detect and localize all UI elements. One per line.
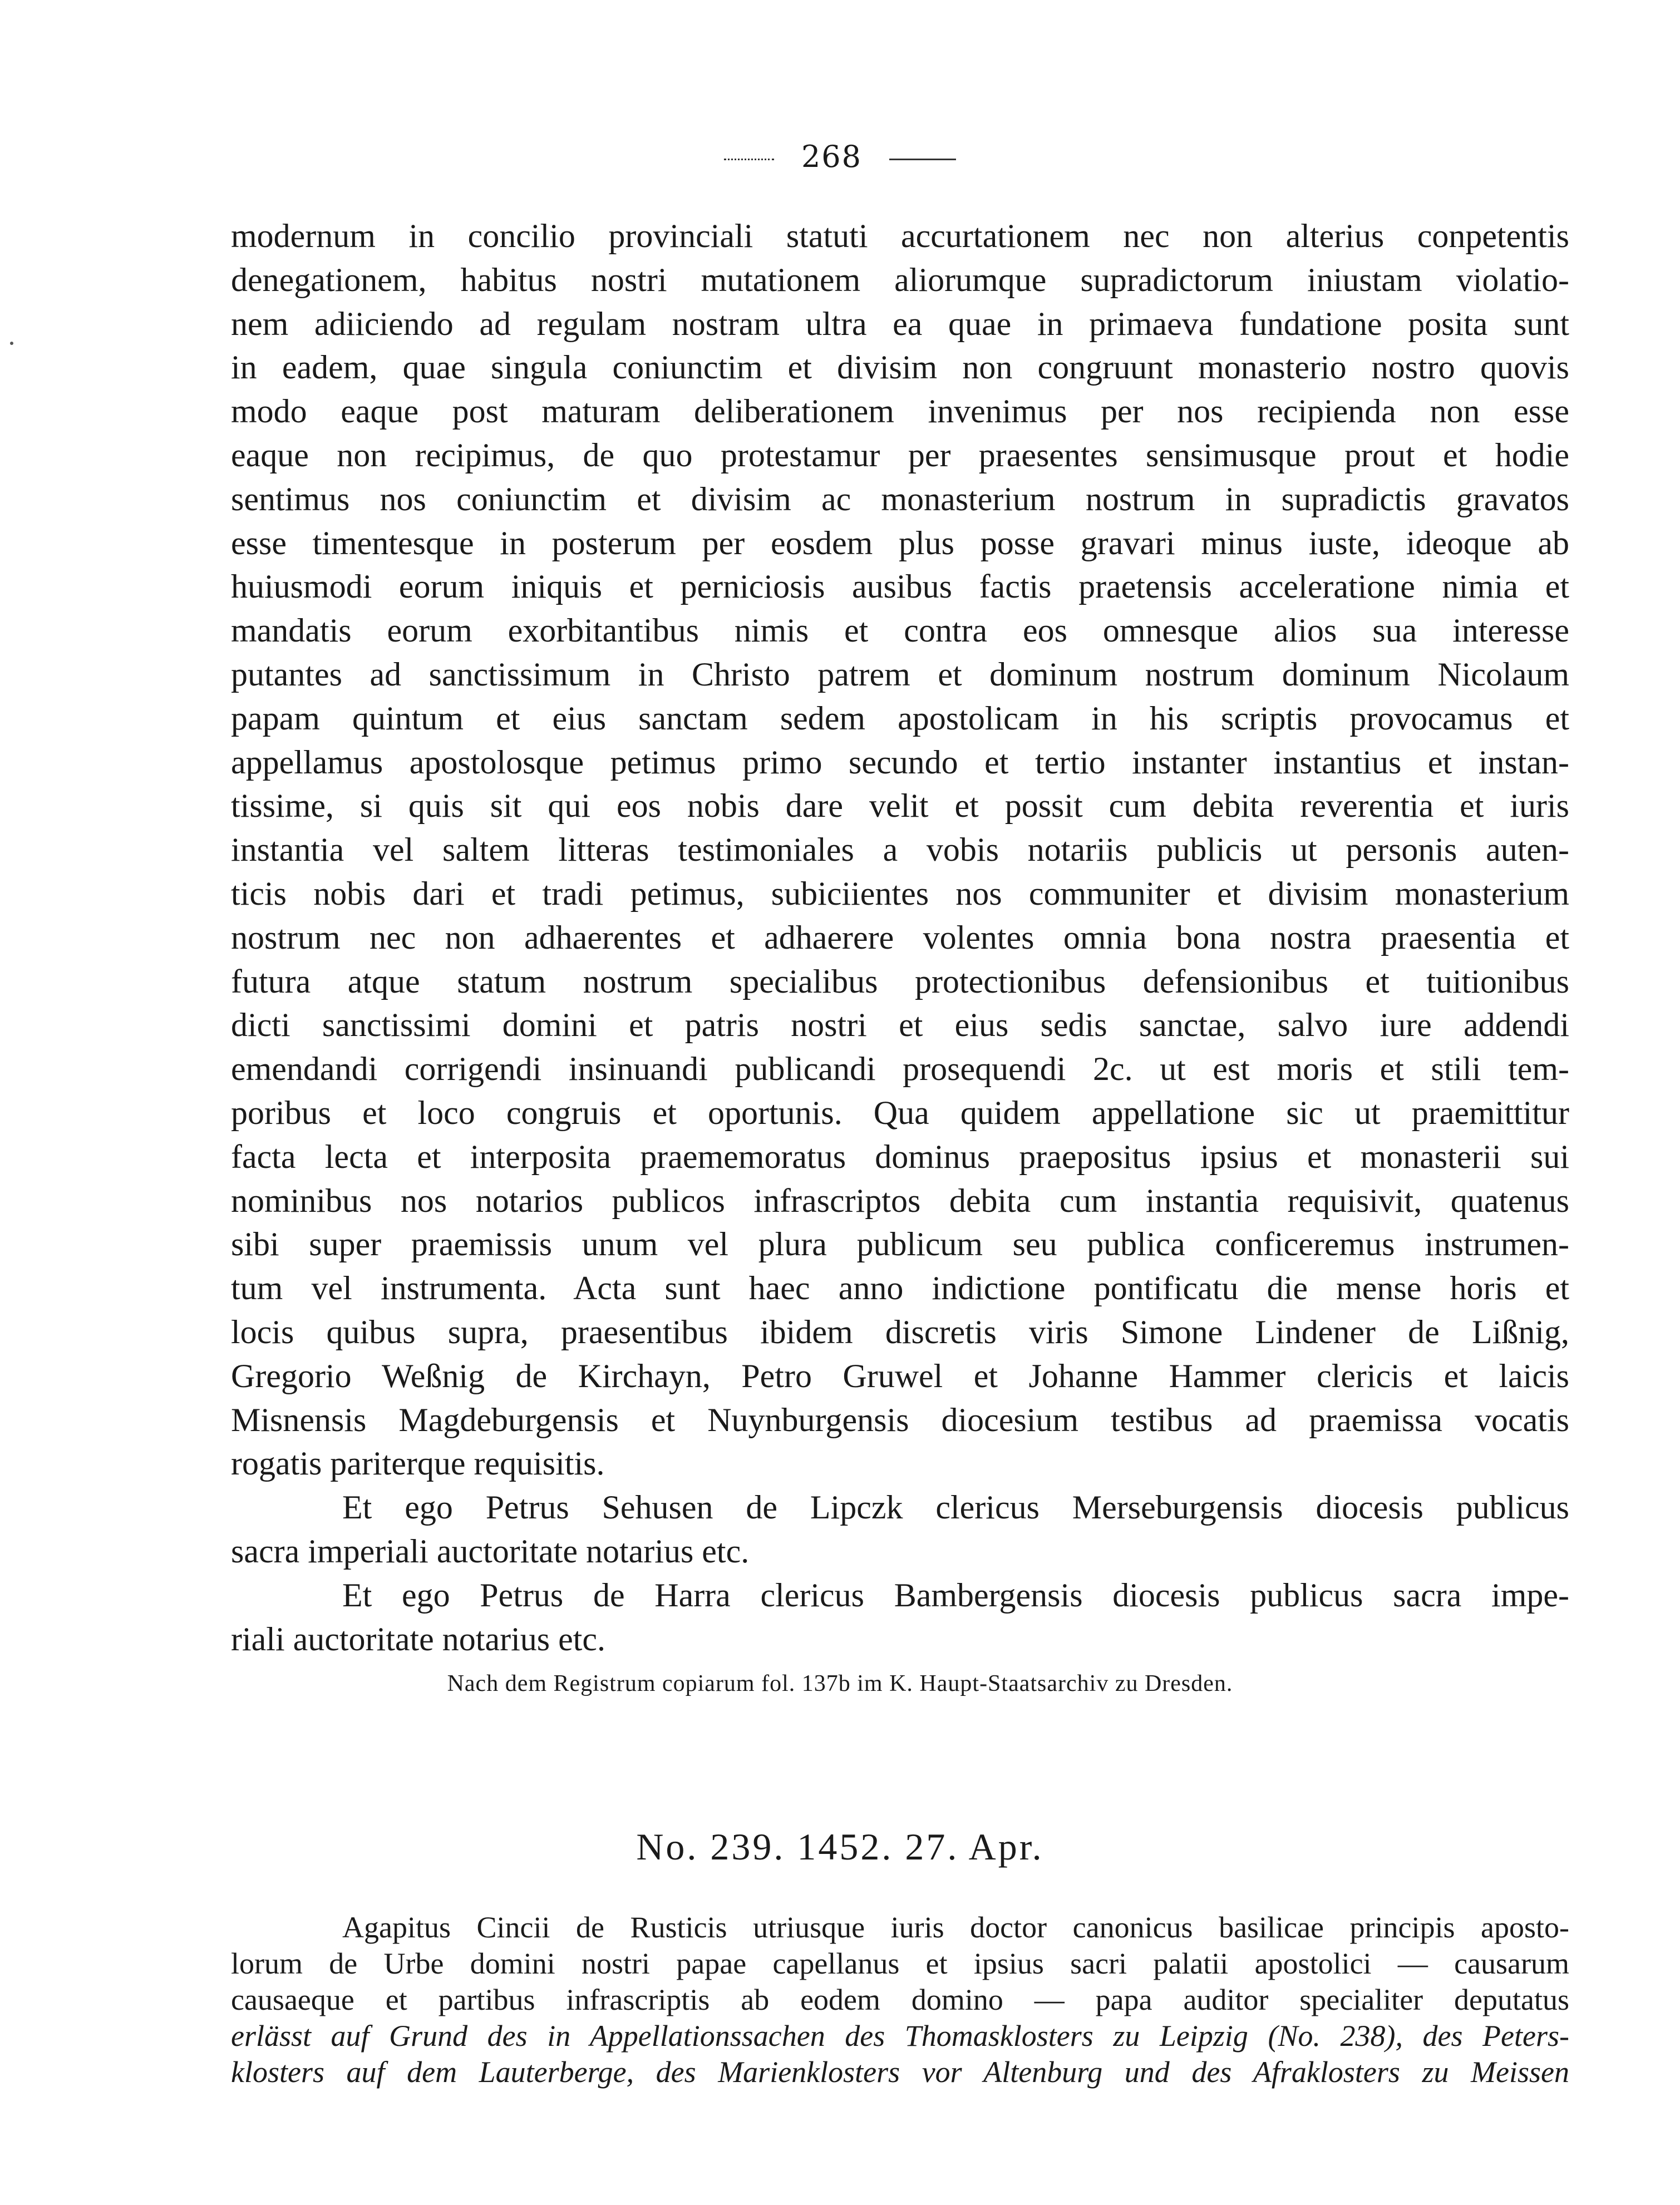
body-line: papam quintum et eius sanctam sedem apostolicam in his scriptis provocamus et bbox=[231, 699, 1569, 737]
body-line: nominibus nos notarios publicos infrascriptos debita cum instantia requisivit, quatenus bbox=[231, 1182, 1569, 1219]
body-line: modo eaque post maturam deliberationem invenimus per nos recipienda non esse bbox=[231, 393, 1569, 430]
abstract-line: Agapitus Cincii de Rusticis utriusque iuris doctor canonicus basilicae principis aposto- bbox=[342, 1911, 1569, 1944]
body-line: huiusmodi eorum iniquis et perniciosis ausibus factis praetensis acceleratione nimia et bbox=[231, 568, 1569, 605]
body-line: futura atque statum nostrum specialibus protectionibus defensionibus et tuitionibus bbox=[231, 963, 1569, 1000]
body-line: locis quibus supra, praesentibus ibidem discretis viris Simone Lindener de Lißnig, bbox=[231, 1313, 1569, 1350]
body-line: emendandi corrigendi insinuandi publicandi prosequendi 2c. ut est moris et stili tem- bbox=[231, 1050, 1569, 1088]
page-header bbox=[0, 139, 1680, 174]
body-line: instantia vel saltem litteras testimoniales a vobis notariis publicis ut personis auten- bbox=[231, 831, 1569, 869]
body-line: putantes ad sanctissimum in Christo patrem et dominum nostrum dominum Nicolaum bbox=[231, 655, 1569, 693]
notary-line: Et ego Petrus Sehusen de Lipczk clericus Merseburgensis diocesis publicus bbox=[342, 1489, 1569, 1526]
body-line: Misnensis Magdeburgensis et Nuynburgensis diocesium testibus ad praemissa vocatis bbox=[231, 1401, 1569, 1438]
page-number: 268 bbox=[801, 139, 863, 174]
abstract-line: erlässt auf Grund des in Appellationssachen des Thomasklosters zu Leipzig (No. 238), des Peters- bbox=[231, 2019, 1569, 2053]
header-dash-right bbox=[889, 159, 956, 160]
abstract-line: lorum de Urbe domini nostri papae capellanus et ipsius sacri palatii apostolici — causarum bbox=[231, 1947, 1569, 1980]
body-line: sentimus nos coniunctim et divisim ac monasterium nostrum in supradictis gravatos bbox=[231, 480, 1569, 517]
body-line: nostrum nec non adhaerentes et adhaerere volentes omnia bona nostra praesentia et bbox=[231, 919, 1569, 956]
body-line: eaque non recipimus, de quo protestamur per praesentes sensimusque prout et hodie bbox=[231, 436, 1569, 473]
document-heading: No. 239. 1452. 27. Apr. bbox=[636, 1826, 1044, 1868]
body-line: denegationem, habitus nostri mutationem aliorumque supradictorum iniustam violatio- bbox=[231, 261, 1569, 298]
notary-line: Et ego Petrus de Harra clericus Bambergensis diocesis publicus sacra impe- bbox=[342, 1576, 1569, 1614]
margin-mark bbox=[10, 342, 13, 345]
body-line: esse timentesque in posterum per eosdem plus posse gravari minus iuste, ideoque ab bbox=[231, 524, 1569, 561]
abstract-text bbox=[231, 1910, 1569, 2090]
header-dash-left bbox=[724, 159, 774, 160]
body-line: nem adiiciendo ad regulam nostram ultra ea quae in primaeva fundatione posita sunt bbox=[231, 305, 1569, 342]
abstract-line: causaeque et partibus infrascriptis ab eodem domino — papa auditor specialiter deputatus bbox=[231, 1983, 1569, 2016]
abstract-line: klosters auf dem Lauterberge, des Marienklosters vor Altenburg und des Afraklosters zu Meissen bbox=[231, 2055, 1569, 2089]
body-line: poribus et loco congruis et oportunis. Qua quidem appellatione sic ut praemittitur bbox=[231, 1094, 1569, 1131]
body-line: in eadem, quae singula coniunctim et divisim non congruunt monasterio nostro quovis bbox=[231, 349, 1569, 386]
body-line: rogatis pariterque requisitis. bbox=[231, 1445, 605, 1482]
body-line: sibi super praemissis unum vel plura publicum seu publica conficeremus instrumen- bbox=[231, 1226, 1569, 1263]
notary-line: sacra imperiali auctoritate notarius etc. bbox=[231, 1532, 750, 1570]
body-line: ticis nobis dari et tradi petimus, subiciientes nos communiter et divisim monasterium bbox=[231, 875, 1569, 912]
body-line: appellamus apostolosque petimus primo secundo et tertio instanter instantius et instan- bbox=[231, 743, 1569, 781]
notary-line: riali auctoritate notarius etc. bbox=[231, 1620, 606, 1658]
body-line: Gregorio Weßnig de Kirchayn, Petro Gruwel et Johanne Hammer clericis et laicis bbox=[231, 1357, 1569, 1394]
body-line: mandatis eorum exorbitantibus nimis et contra eos omnesque alios sua interesse bbox=[231, 612, 1569, 649]
body-line: tum vel instrumenta. Acta sunt haec anno indictione pontificatu die mense horis et bbox=[231, 1270, 1569, 1307]
body-line: facta lecta et interposita praememoratus dominus praepositus ipsius et monasterii sui bbox=[231, 1138, 1569, 1175]
body-line: modernum in concilio provinciali statuti accurtationem nec non alterius conpetentis bbox=[231, 218, 1569, 254]
body-line: dicti sanctissimi domini et patris nostri et eius sedis sanctae, salvo iure addendi bbox=[231, 1007, 1569, 1044]
body-text bbox=[231, 214, 1569, 1661]
body-line: tissime, si quis sit qui eos nobis dare velit et possit cum debita reverentia et iuris bbox=[231, 787, 1569, 825]
source-note: Nach dem Registrum copiarum fol. 137b im K. Haupt-Staatsarchiv zu Dresden. bbox=[447, 1671, 1233, 1696]
